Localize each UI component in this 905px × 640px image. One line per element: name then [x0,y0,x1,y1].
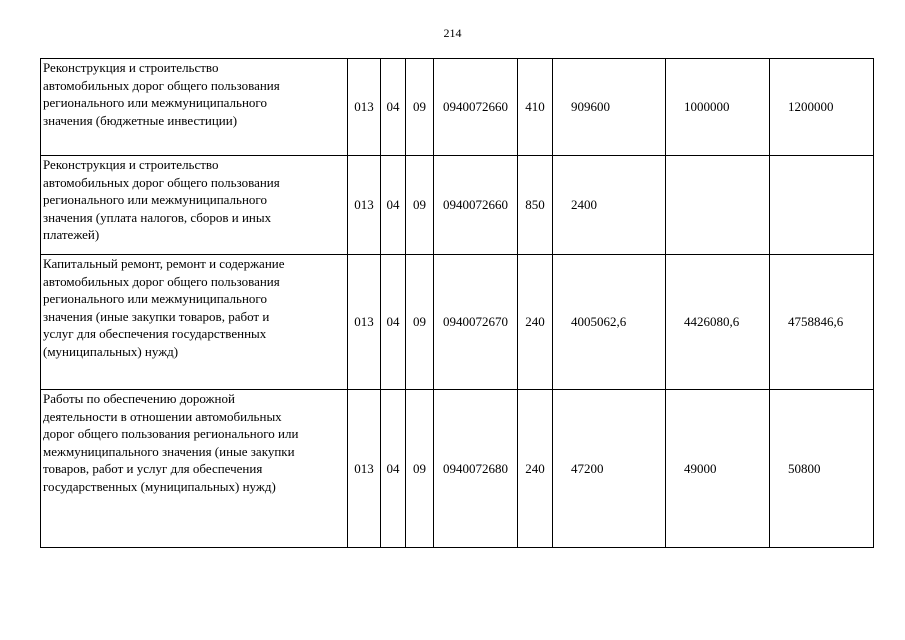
page-number: 214 [443,26,462,40]
amount-year-3 [770,156,874,255]
amount-year-1: 909600 [553,59,666,156]
row-description: Реконструкция и строительство автомобильных дорог общего пользования регионального или межмуниципального значения (бюджетные инвестиции) [41,59,348,156]
row-description: Работы по обеспечению дорожной деятельности в отношении автомобильных дорог общего пользования регионального или межмуниципального значения (иные закупки товаров, работ и услуг для обеспечения государственных (муниципальных) нужд) [41,390,348,548]
amount-year-2: 4426080,6 [666,255,770,390]
target-article-code: 0940072660 [434,59,518,156]
row-description: Капитальный ремонт, ремонт и содержание автомобильных дорог общего пользования регионального или межмуниципального значения (иные закупки товаров, работ и услуг для обеспечения государственных (муниципальных) нужд) [41,255,348,390]
amount-year-2: 49000 [666,390,770,548]
expense-type-code: 850 [518,156,553,255]
amount-year-2 [666,156,770,255]
ministry-code: 013 [348,59,381,156]
target-article-code: 0940072670 [434,255,518,390]
subsection-code: 09 [406,156,434,255]
subsection-code: 09 [406,59,434,156]
section-code: 04 [381,390,406,548]
table-row [41,156,874,255]
table-row [41,255,874,390]
ministry-code: 013 [348,156,381,255]
table-row [41,59,874,156]
amount-year-2: 1000000 [666,59,770,156]
row-description: Реконструкция и строительство автомобильных дорог общего пользования регионального или межмуниципального значения (уплата налогов, сборов и иных платежей) [41,156,348,255]
section-code: 04 [381,59,406,156]
target-article-code: 0940072680 [434,390,518,548]
amount-year-3: 1200000 [770,59,874,156]
expense-type-code: 240 [518,255,553,390]
target-article-code: 0940072660 [434,156,518,255]
ministry-code: 013 [348,255,381,390]
expense-type-code: 240 [518,390,553,548]
amount-year-1: 4005062,6 [553,255,666,390]
amount-year-1: 47200 [553,390,666,548]
table-row [41,390,874,548]
amount-year-1: 2400 [553,156,666,255]
amount-year-3: 4758846,6 [770,255,874,390]
ministry-code: 013 [348,390,381,548]
budget-table [40,58,874,548]
amount-year-3: 50800 [770,390,874,548]
section-code: 04 [381,156,406,255]
section-code: 04 [381,255,406,390]
subsection-code: 09 [406,390,434,548]
subsection-code: 09 [406,255,434,390]
expense-type-code: 410 [518,59,553,156]
